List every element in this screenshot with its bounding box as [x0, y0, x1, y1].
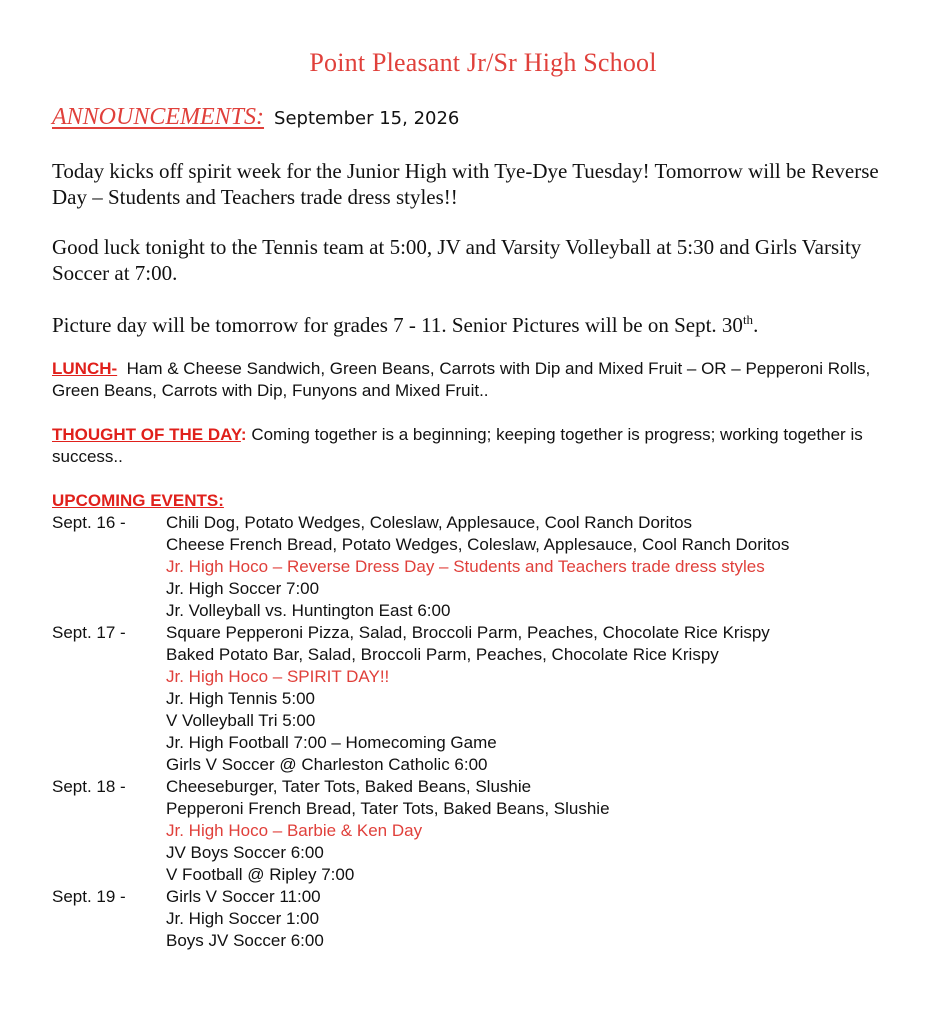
event-item: Jr. High Soccer 7:00	[166, 579, 320, 598]
event-items	[166, 776, 932, 886]
event-items	[166, 886, 932, 952]
event-date: Sept. 17 -	[52, 623, 126, 642]
announcements-header	[52, 104, 459, 131]
event-item: Jr. High Tennis 5:00	[166, 689, 315, 708]
event-items	[166, 512, 932, 622]
event-item: Baked Potato Bar, Salad, Broccoli Parm, Peaches, Chocolate Rice Krispy	[166, 645, 719, 664]
event-item: Chili Dog, Potato Wedges, Coleslaw, Applesauce, Cool Ranch Doritos	[166, 513, 693, 532]
event-day	[52, 512, 932, 622]
upcoming-events-list	[52, 512, 932, 952]
event-item: Pepperoni French Bread, Tater Tots, Baked Beans, Slushie	[166, 799, 610, 818]
event-item: Girls V Soccer @ Charleston Catholic 6:00	[166, 755, 488, 774]
announcement-date: September 15, 2026	[274, 108, 460, 129]
picture-day-superscript: th	[742, 312, 754, 327]
thought-text: Coming together is a beginning; keeping together is progress; working together is success..	[52, 425, 863, 466]
event-item: Jr. High Soccer 1:00	[166, 909, 320, 928]
thought-colon: :	[240, 425, 247, 444]
event-item-highlight: Jr. High Hoco – SPIRIT DAY!!	[166, 667, 390, 686]
event-date: Sept. 16 -	[52, 513, 126, 532]
lunch-label: LUNCH-	[52, 359, 118, 378]
upcoming-events-header: UPCOMING EVENTS:	[52, 491, 224, 510]
event-items	[166, 622, 932, 776]
picture-day-paragraph	[52, 312, 892, 338]
event-item: Jr. Volleyball vs. Huntington East 6:00	[166, 601, 451, 620]
event-item: Square Pepperoni Pizza, Salad, Broccoli Parm, Peaches, Chocolate Rice Krispy	[166, 623, 770, 642]
event-day	[52, 622, 932, 776]
good-luck-paragraph: Good luck tonight to the Tennis team at 5:00, JV and Varsity Volleyball at 5:30 and Girls Varsity Soccer at 7:00.	[52, 235, 862, 285]
thought-label: THOUGHT OF THE DAY	[52, 425, 241, 444]
event-item-highlight: Jr. High Hoco – Barbie & Ken Day	[166, 821, 423, 840]
picture-day-text: Picture day will be tomorrow for grades 7 - 11. Senior Pictures will be on Sept. 30	[52, 313, 743, 337]
event-date: Sept. 19 -	[52, 887, 126, 906]
event-item: Boys JV Soccer 6:00	[166, 931, 324, 950]
picture-day-end: .	[753, 313, 759, 337]
announcements-label: ANNOUNCEMENTS:	[52, 104, 265, 130]
spirit-week-paragraph: Today kicks off spirit week for the Junior High with Tye-Dye Tuesday! Tomorrow will be Reverse Day – Students and Teachers trade dress styles!!	[52, 159, 879, 209]
event-date: Sept. 18 -	[52, 777, 126, 796]
event-item: Girls V Soccer 11:00	[166, 887, 321, 906]
event-item: Cheeseburger, Tater Tots, Baked Beans, Slushie	[166, 777, 532, 796]
event-item: V Volleyball Tri 5:00	[166, 711, 316, 730]
event-day	[52, 776, 932, 886]
school-title: Point Pleasant Jr/Sr High School	[309, 48, 657, 77]
lunch-paragraph	[52, 358, 912, 402]
event-item: Cheese French Bread, Potato Wedges, Coleslaw, Applesauce, Cool Ranch Doritos	[166, 535, 790, 554]
event-item: Jr. High Football 7:00 – Homecoming Game	[166, 733, 497, 752]
event-item-highlight: Jr. High Hoco – Reverse Dress Day – Students and Teachers trade dress styles	[166, 557, 765, 576]
event-item: JV Boys Soccer 6:00	[166, 843, 324, 862]
event-item: V Football @ Ripley 7:00	[166, 865, 355, 884]
thought-of-the-day	[52, 424, 912, 468]
lunch-text: Ham & Cheese Sandwich, Green Beans, Carrots with Dip and Mixed Fruit – OR – Pepperoni Rolls, Green Beans, Carrots with Dip, Funyons and Mixed Fruit..	[52, 359, 871, 400]
event-day	[52, 886, 932, 952]
